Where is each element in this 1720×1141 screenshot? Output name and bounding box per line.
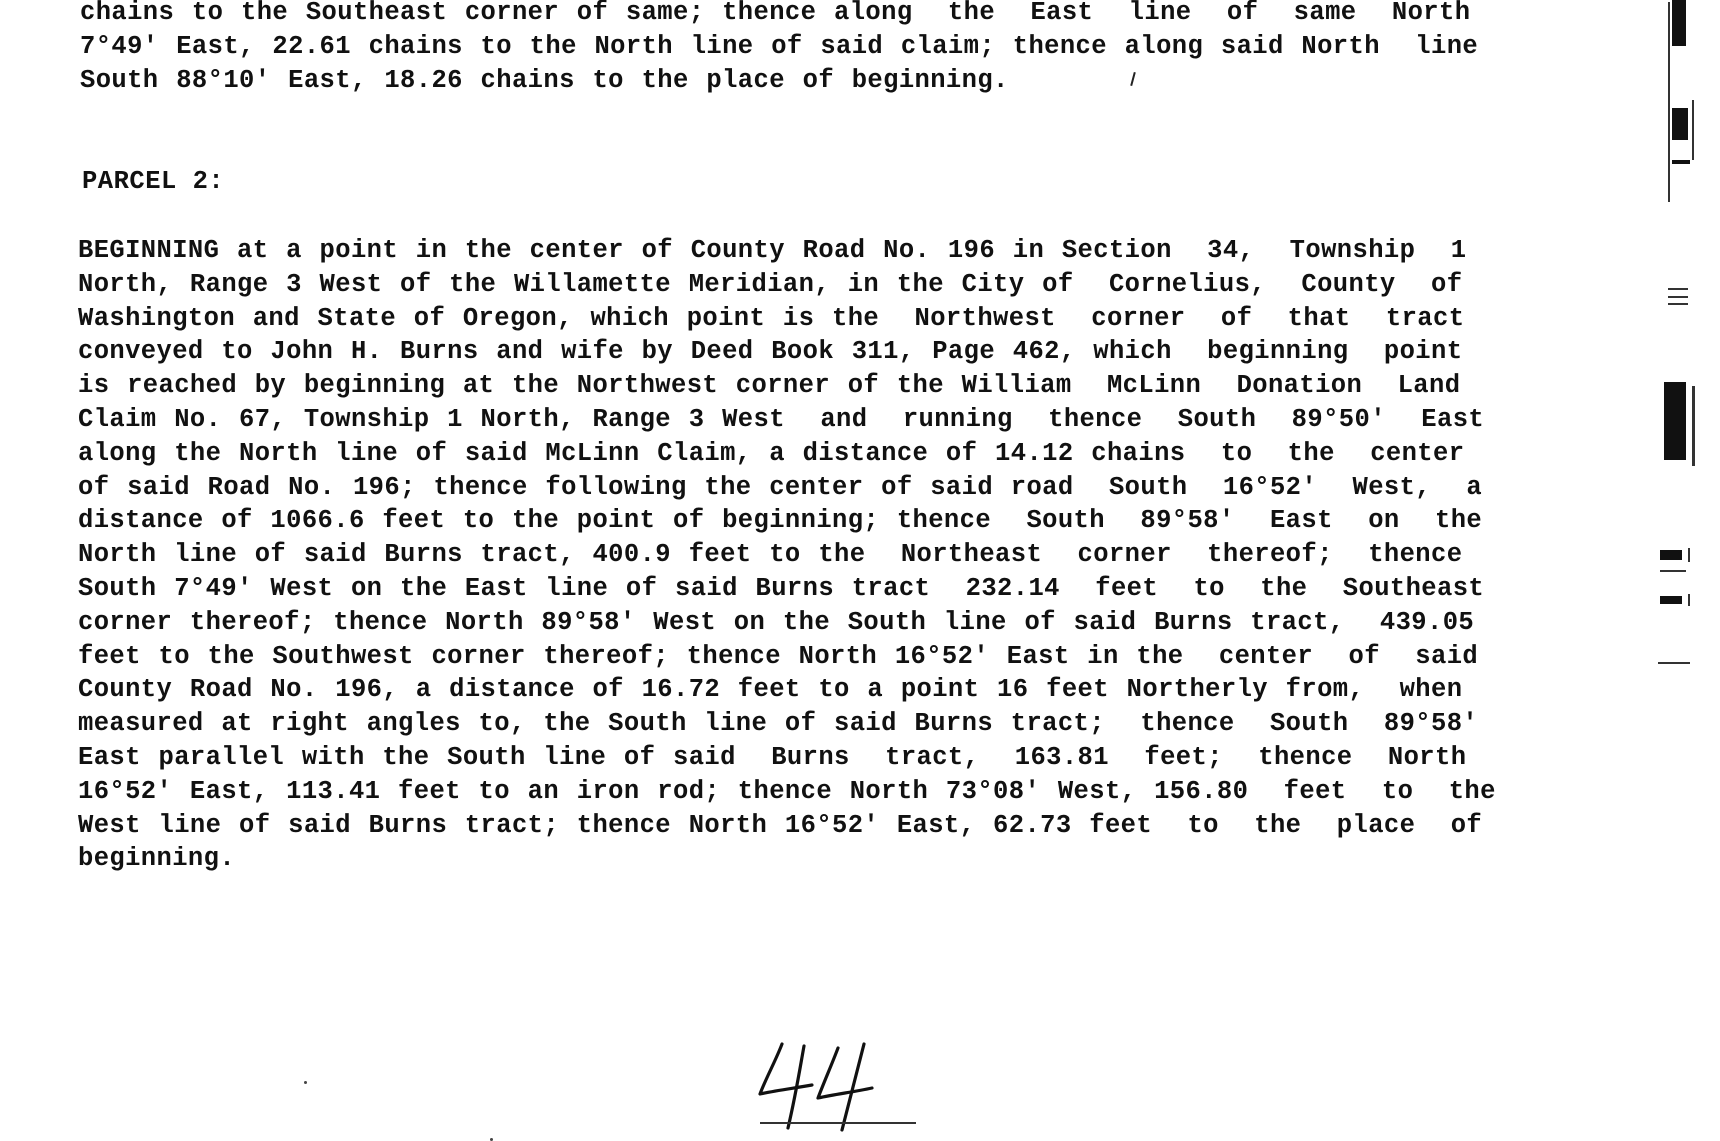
scan-artifact bbox=[1660, 596, 1682, 604]
paragraph-line: feet to the Southwest corner thereof; thence North 16°52′ East in the center of said bbox=[78, 641, 1479, 671]
paragraph-line: North, Range 3 West of the Willamette Meridian, in the City of Cornelius, County of bbox=[78, 269, 1463, 299]
scan-artifact bbox=[1692, 386, 1695, 466]
scan-artifact bbox=[1672, 108, 1688, 140]
paragraph-line: South 7°49′ West on the East line of said Burns tract 232.14 feet to the Southeast bbox=[78, 573, 1485, 603]
scan-artifact bbox=[1660, 570, 1686, 572]
paragraph-line: along the North line of said McLinn Claim, a distance of 14.12 chains to the center bbox=[78, 438, 1465, 468]
paragraph-line: East parallel with the South line of said Burns tract, 163.81 feet; thence North bbox=[78, 742, 1467, 772]
scan-speck bbox=[304, 1081, 307, 1084]
parcel-heading: PARCEL 2: bbox=[82, 167, 225, 196]
top-paragraph bbox=[80, 0, 1535, 97]
paragraph-line: North line of said Burns tract, 400.9 feet to the Northeast corner thereof; thence bbox=[78, 540, 1463, 570]
underline-mark bbox=[760, 1122, 916, 1124]
paragraph-line: chains to the Southeast corner of same; thence along the East line of same North bbox=[80, 0, 1471, 27]
scan-artifact bbox=[1668, 296, 1688, 298]
scan-artifact bbox=[1688, 548, 1690, 562]
paragraph-line: of said Road No. 196; thence following the center of said road South 16°52′ West, a bbox=[78, 472, 1483, 502]
paragraph-line: South 88°10′ East, 18.26 chains to the place of beginning. bbox=[80, 65, 1009, 95]
paragraph-line: BEGINNING at a point in the center of County Road No. 196 in Section 34, Township 1 bbox=[78, 236, 1467, 265]
parcel-paragraph bbox=[78, 234, 1533, 876]
paragraph-line: distance of 1066.6 feet to the point of beginning; thence South 89°58′ East on the bbox=[78, 506, 1483, 536]
handwritten-page-number bbox=[752, 1038, 892, 1134]
scan-artifact bbox=[1668, 303, 1688, 305]
scan-artifact bbox=[1672, 160, 1690, 164]
paragraph-line: conveyed to John H. Burns and wife by Deed Book 311, Page 462, which beginning point bbox=[78, 337, 1463, 367]
scan-artifact bbox=[1660, 550, 1682, 560]
paragraph-line: corner thereof; thence North 89°58′ West on the South line of said Burns tract, 439.05 bbox=[78, 607, 1475, 637]
scan-artifact bbox=[1664, 382, 1686, 460]
scan-artifact bbox=[1668, 288, 1688, 290]
scan-artifact bbox=[1692, 100, 1694, 160]
paragraph-line: is reached by beginning at the Northwest corner of the William McLinn Donation Land bbox=[78, 371, 1461, 401]
paragraph-line: measured at right angles to, the South line of said Burns tract; thence South 89°58′ bbox=[78, 709, 1479, 739]
scan-artifact bbox=[1688, 594, 1690, 606]
scan-artifact bbox=[1658, 662, 1690, 664]
scan-artifact bbox=[1668, 2, 1670, 202]
scan-artifact bbox=[1672, 0, 1686, 46]
paragraph-line: beginning. bbox=[78, 844, 236, 874]
paragraph-line: 16°52′ East, 113.41 feet to an iron rod; thence North 73°08′ West, 156.80 feet to the bbox=[78, 776, 1496, 806]
paragraph-line: West line of said Burns tract; thence North 16°52′ East, 62.73 feet to the place of bbox=[78, 810, 1483, 840]
paragraph-line: Claim No. 67, Township 1 North, Range 3 West and running thence South 89°50′ East bbox=[78, 404, 1485, 434]
paragraph-line: Washington and State of Oregon, which point is the Northwest corner of that tract bbox=[78, 303, 1465, 333]
paragraph-line: County Road No. 196, a distance of 16.72 feet to a point 16 feet Northerly from, when bbox=[78, 675, 1463, 705]
paragraph-line: 7°49′ East, 22.61 chains to the North line of said claim; thence along said North line bbox=[80, 31, 1479, 61]
